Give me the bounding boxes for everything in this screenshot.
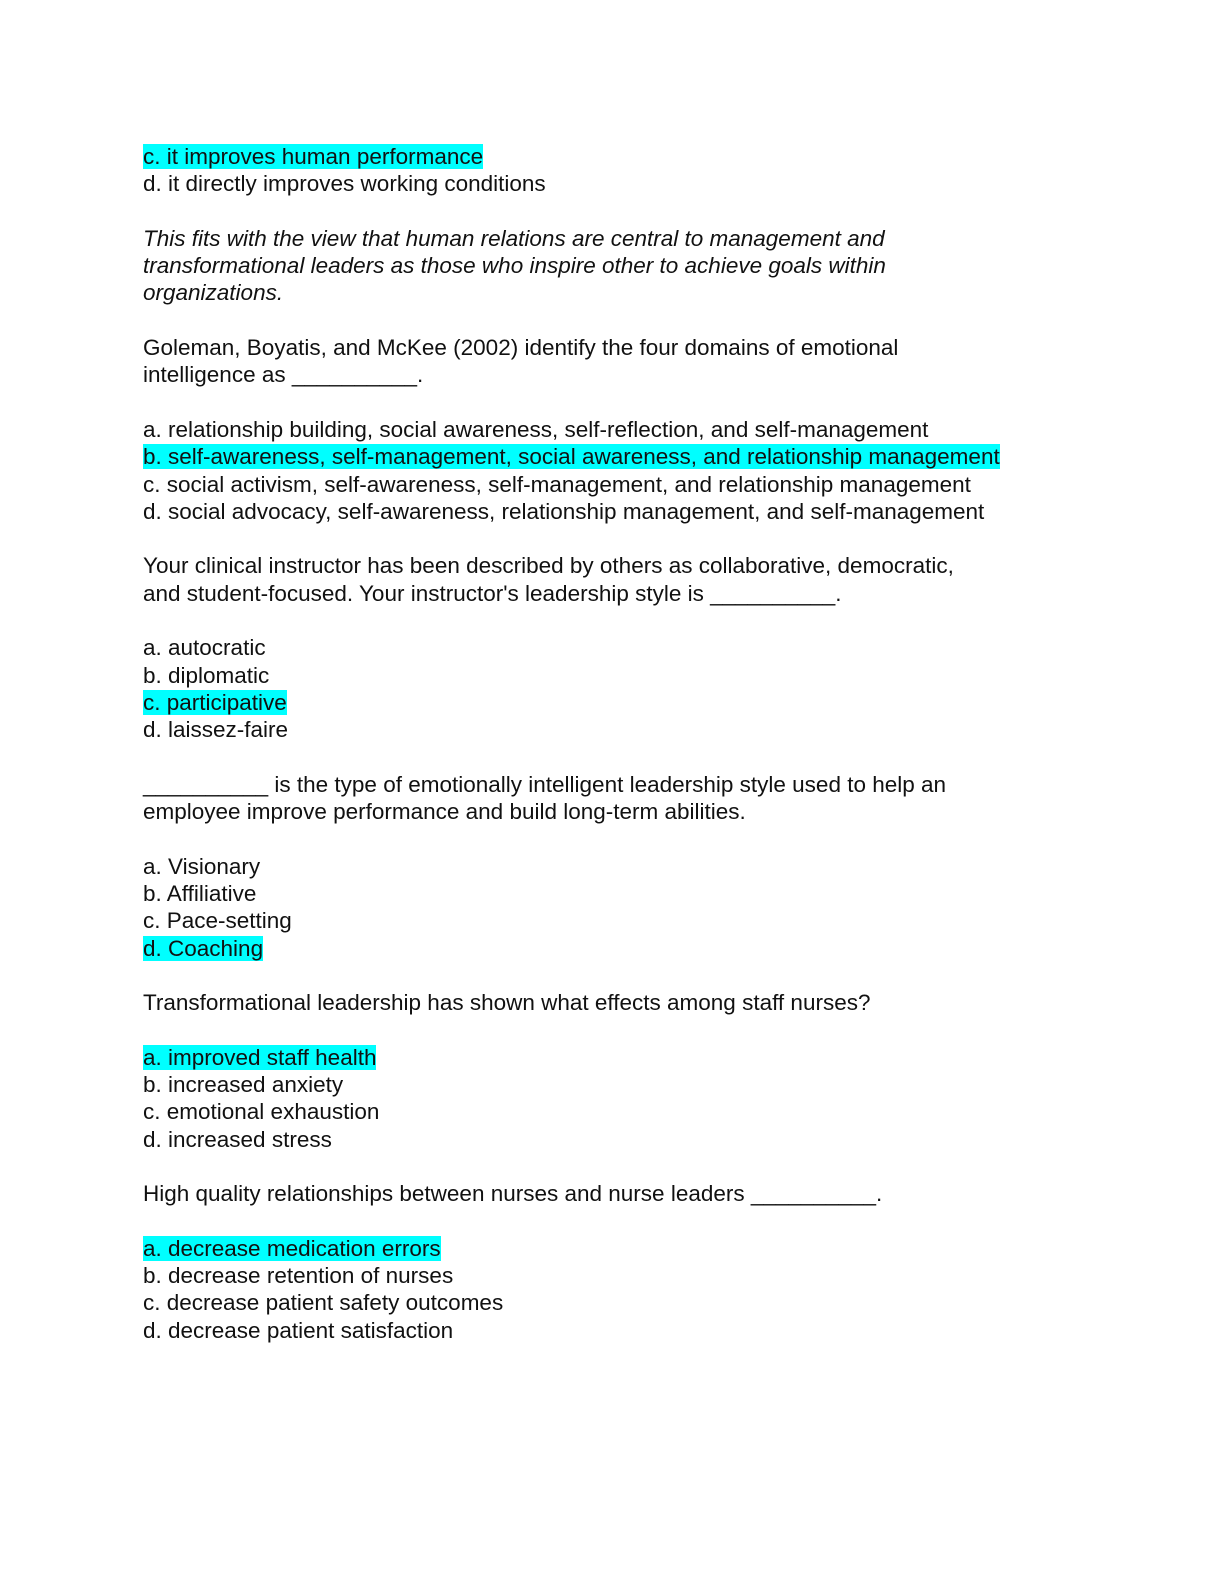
answer-option-correct: a. decrease medication errors [143, 1235, 441, 1261]
rationale-line: organizations. [143, 280, 284, 306]
answer-option: d. increased stress [143, 1126, 332, 1152]
question-block [143, 334, 1103, 525]
document-page [143, 143, 1103, 1344]
intro-options [143, 143, 1103, 198]
question-block [143, 771, 1103, 962]
answer-option: a. Visionary [143, 853, 261, 879]
answer-option: d. decrease patient satisfaction [143, 1317, 454, 1343]
answer-option: c. emotional exhaustion [143, 1099, 380, 1125]
question-stem: Goleman, Boyatis, and McKee (2002) identify the four domains of emotional intelligence as __________. [143, 335, 899, 388]
answer-list [143, 634, 1103, 743]
rationale-line: This fits with the view that human relations are central to management and [143, 225, 885, 251]
question-block [143, 989, 1103, 1153]
question-stem: High quality relationships between nurses and nurse leaders __________. [143, 1181, 883, 1207]
question-stem: Transformational leadership has shown what effects among staff nurses? [143, 990, 871, 1016]
answer-option-correct: b. self-awareness, self-management, social awareness, and relationship management [143, 444, 1000, 470]
question-block [143, 1180, 1103, 1344]
answer-option: c. Pace-setting [143, 908, 292, 934]
answer-option: a. relationship building, social awareness, self-reflection, and self-management [143, 416, 929, 442]
answer-option: b. increased anxiety [143, 1072, 344, 1098]
answer-list [143, 416, 1103, 525]
answer-option: c. decrease patient safety outcomes [143, 1290, 504, 1316]
answer-option: a. autocratic [143, 635, 266, 661]
answer-option: b. Affiliative [143, 881, 257, 907]
answer-option: c. social activism, self-awareness, self-management, and relationship management [143, 471, 971, 497]
answer-option-correct: c. participative [143, 689, 287, 715]
answer-option: d. it directly improves working conditions [143, 171, 546, 197]
answer-option-correct: a. improved staff health [143, 1044, 377, 1070]
answer-list [143, 1235, 1103, 1344]
answer-option-correct: d. Coaching [143, 935, 264, 961]
answer-list [143, 853, 1103, 962]
answer-option: b. decrease retention of nurses [143, 1263, 454, 1289]
rationale-paragraph [143, 225, 1103, 307]
answer-option: b. diplomatic [143, 662, 270, 688]
question-block [143, 552, 1103, 743]
question-stem: Your clinical instructor has been described by others as collaborative, democratic, and student-focused. Your instructor's leadership style is __________. [143, 553, 954, 606]
rationale-line: transformational leaders as those who inspire other to achieve goals within [143, 253, 886, 279]
answer-option-correct: c. it improves human performance [143, 144, 484, 169]
answer-option: d. social advocacy, self-awareness, relationship management, and self-management [143, 498, 985, 524]
answer-option: d. laissez-faire [143, 717, 289, 743]
answer-list [143, 1044, 1103, 1153]
question-stem: __________ is the type of emotionally intelligent leadership style used to help an employee improve performance and build long-term abilities. [143, 771, 947, 825]
